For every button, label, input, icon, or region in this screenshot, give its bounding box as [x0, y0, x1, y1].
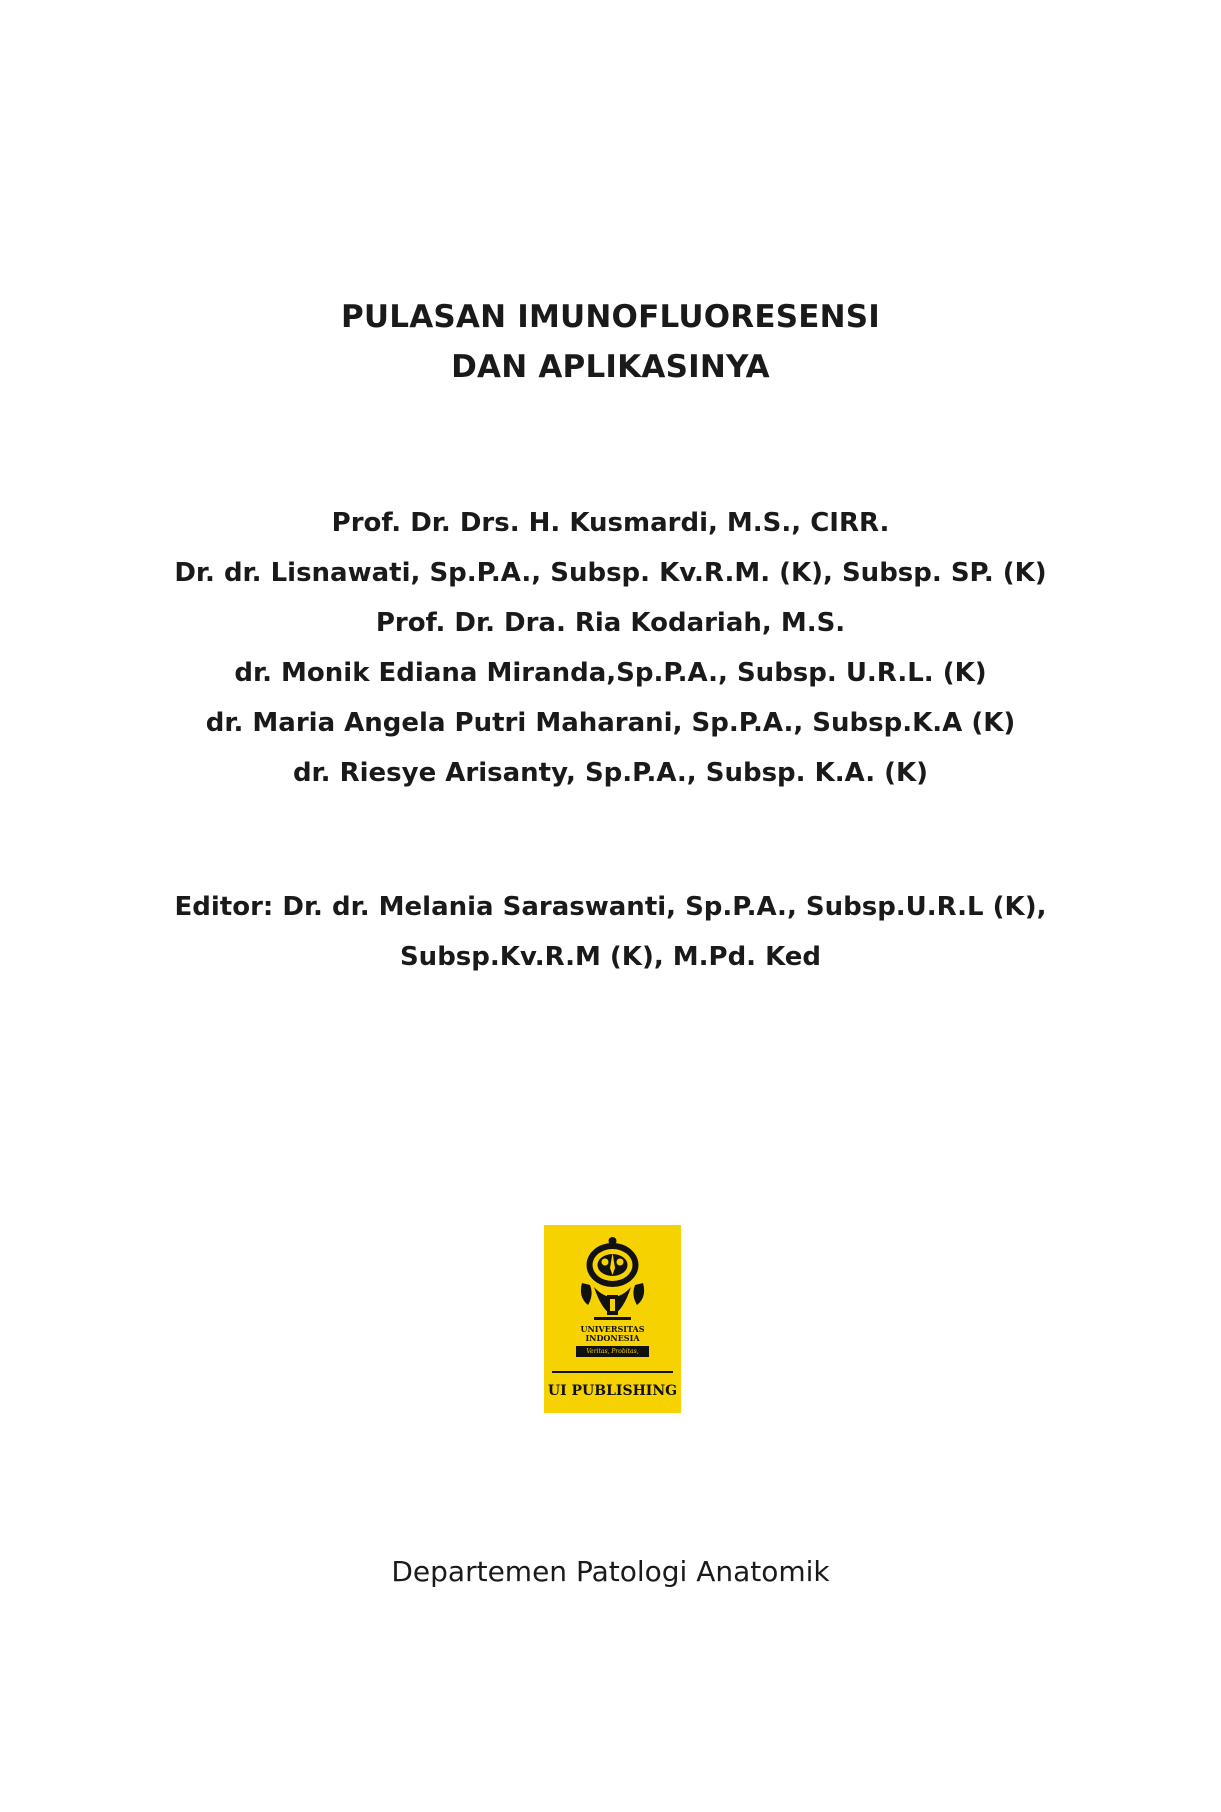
author-1: Prof. Dr. Drs. H. Kusmardi, M.S., CIRR. — [331, 508, 890, 538]
logo-motto: Veritas, Probitas, Iustitia — [576, 1346, 649, 1357]
book-title-line-2: DAN APLIKASINYA — [451, 349, 770, 385]
department-name: Departemen Patologi Anatomik — [391, 1555, 830, 1588]
author-list — [0, 498, 1221, 798]
logo-university-line-2: INDONESIA — [585, 1333, 640, 1343]
author-4: dr. Monik Ediana Miranda,Sp.P.A., Subsp. U.R.L. (K) — [234, 658, 987, 688]
author-6: dr. Riesye Arisanty, Sp.P.A., Subsp. K.A. (K) — [292, 758, 929, 788]
logo-university-line-1: UNIVERSITAS — [580, 1324, 645, 1334]
author-2: Dr. dr. Lisnawati, Sp.P.A., Subsp. Kv.R.M. (K), Subsp. SP. (K) — [174, 558, 1047, 588]
logo-publisher: UI PUBLISHING — [547, 1383, 678, 1399]
editor-line-1: Editor: Dr. dr. Melania Saraswanti, Sp.P.A., Subsp.U.R.L (K), — [174, 892, 1047, 922]
logo-divider — [552, 1371, 673, 1373]
editor-credit — [0, 882, 1221, 982]
author-5: dr. Maria Angela Putri Maharani, Sp.P.A., Subsp.K.A (K) — [205, 708, 1016, 738]
makara-emblem-icon — [572, 1235, 653, 1323]
ui-publishing-logo — [544, 1225, 681, 1413]
editor-line-2: Subsp.Kv.R.M (K), M.Pd. Ked — [399, 942, 822, 972]
logo-university-name — [544, 1325, 681, 1343]
author-3: Prof. Dr. Dra. Ria Kodariah, M.S. — [375, 608, 846, 638]
book-title — [0, 292, 1221, 392]
book-title-line-1: PULASAN IMUNOFLUORESENSI — [340, 299, 881, 335]
